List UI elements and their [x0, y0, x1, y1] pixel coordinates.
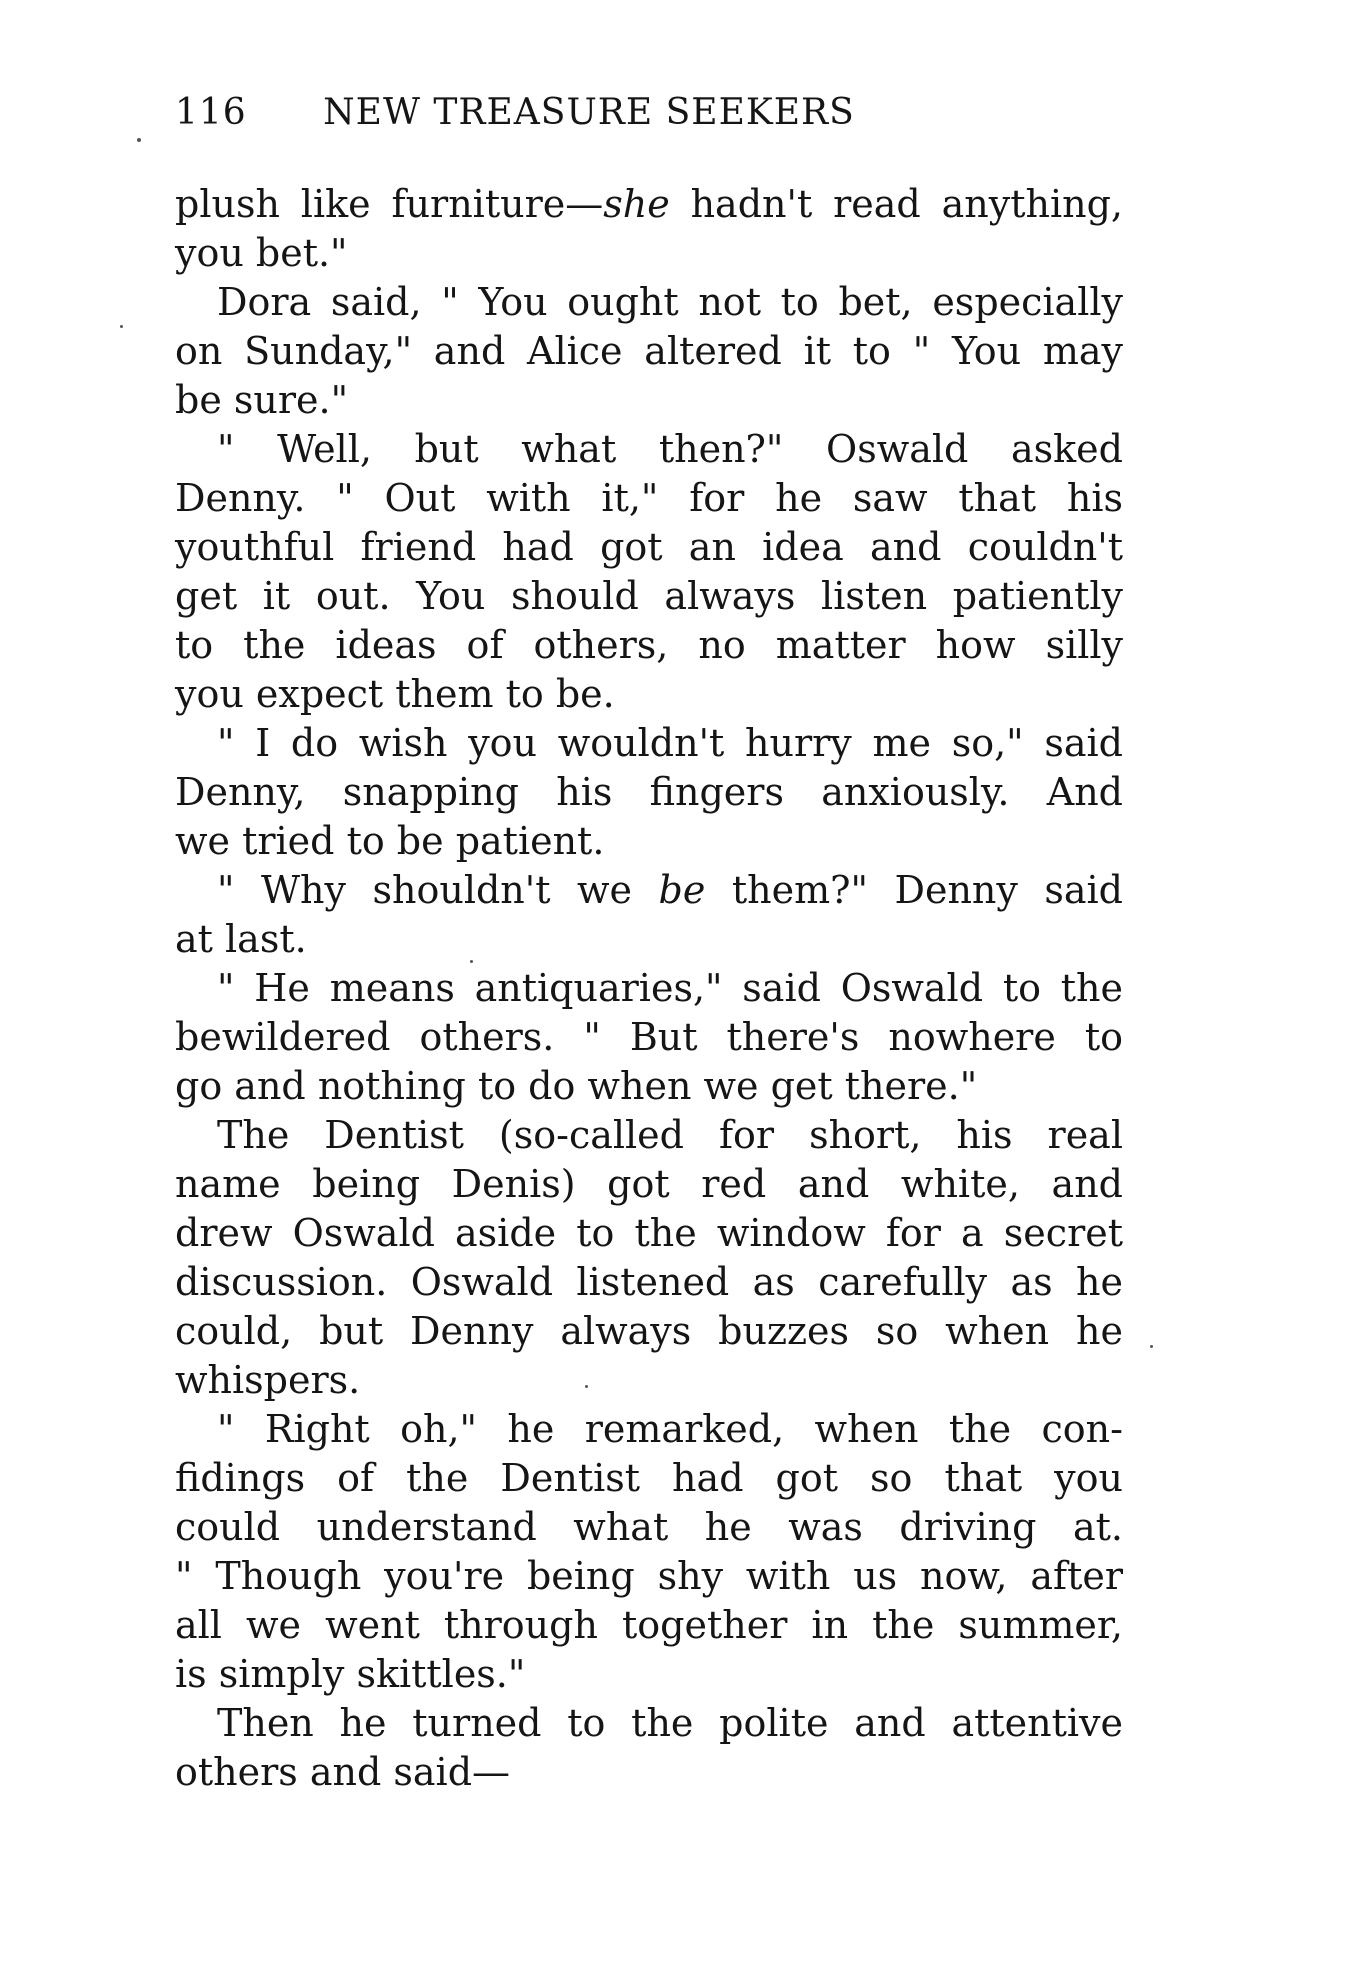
- print-speck: [470, 960, 473, 963]
- text-line-28: could understand what he was driving at.: [175, 1505, 1123, 1549]
- text-line-10: to the ideas of others, no matter how silly: [175, 623, 1123, 667]
- text-line-23: discussion. Oswald listened as carefully as he: [175, 1260, 1123, 1304]
- print-speck: [137, 138, 141, 142]
- text-line-25: whispers.: [175, 1358, 361, 1402]
- running-title: NEW TREASURE SEEKERS: [323, 92, 855, 133]
- text-line-29: " Though you're being shy with us now, after: [175, 1554, 1123, 1598]
- print-speck: [585, 1385, 588, 1388]
- text-line-26: " Right oh," he remarked, when the con-: [217, 1407, 1123, 1451]
- text-line-6: " Well, but what then?" Oswald asked: [217, 427, 1123, 471]
- page-number: 116: [175, 92, 247, 133]
- text-line-21: name being Denis) got red and white, and: [175, 1162, 1123, 1206]
- print-speck: [120, 325, 123, 328]
- text-line-2: you bet.": [175, 231, 348, 275]
- text-line-24: could, but Denny always buzzes so when he: [175, 1309, 1123, 1353]
- text-line-19: go and nothing to do when we get there.": [175, 1064, 978, 1108]
- text-line-1: plush like furniture—she hadn't read anything,: [175, 182, 1123, 226]
- text-line-13: Denny, snapping his fingers anxiously. And: [175, 770, 1123, 814]
- text-line-18: bewildered others. " But there's nowhere to: [175, 1015, 1123, 1059]
- text-line-9: get it out. You should always listen patiently: [175, 574, 1123, 618]
- text-line-27: fidings of the Dentist had got so that you: [175, 1456, 1123, 1500]
- body-text: [175, 180, 1123, 1797]
- text-line-33: others and said—: [175, 1750, 511, 1794]
- text-line-14: we tried to be patient.: [175, 819, 605, 863]
- text-line-7: Denny. " Out with it," for he saw that his: [175, 476, 1123, 520]
- page-header: [175, 88, 1135, 138]
- text-line-22: drew Oswald aside to the window for a secret: [175, 1211, 1123, 1255]
- text-line-15: " Why shouldn't we be them?" Denny said: [217, 868, 1124, 912]
- text-line-11: you expect them to be.: [175, 672, 615, 716]
- text-line-16: at last.: [175, 917, 307, 961]
- text-line-30: all we went through together in the summer,: [175, 1603, 1123, 1647]
- text-line-4: on Sunday," and Alice altered it to " You may: [175, 329, 1123, 373]
- text-line-3: Dora said, " You ought not to bet, especially: [217, 280, 1123, 324]
- text-line-20: The Dentist (so-called for short, his real: [217, 1113, 1123, 1157]
- text-line-5: be sure.": [175, 378, 349, 422]
- print-speck: [1150, 1345, 1153, 1348]
- text-line-17: " He means antiquaries," said Oswald to the: [217, 966, 1123, 1010]
- text-line-31: is simply skittles.": [175, 1652, 526, 1696]
- text-line-12: " I do wish you wouldn't hurry me so," said: [217, 721, 1123, 765]
- text-line-8: youthful friend had got an idea and couldn't: [175, 525, 1123, 569]
- text-line-32: Then he turned to the polite and attentive: [217, 1701, 1123, 1745]
